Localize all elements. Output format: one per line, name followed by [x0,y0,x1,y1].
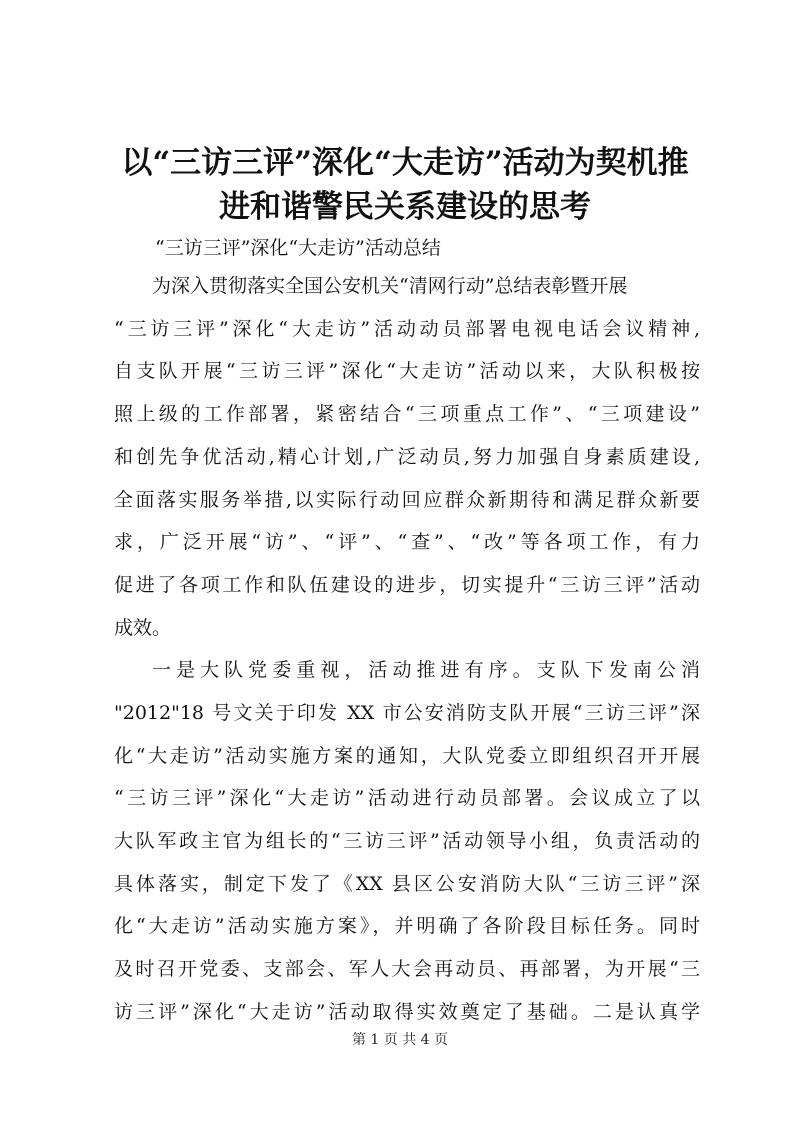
document-title-line-1: 以“三访三评”深化“大走访”活动为契机推 [121,145,689,181]
paragraph-2-line: 化“大走访”活动实施方案的通知，大队党委立即组织召开开展 [114,745,700,767]
paragraph-1-line: 成效。 [114,617,172,639]
document-title-line-2: 进和谐警民关系建设的思考 [219,189,591,225]
paragraph-1-line: 全面落实服务举措,以实际行动回应群众新期待和满足群众新要 [114,489,700,511]
paragraph-1-line: 自支队开展“三访三评”深化“大走访”活动以来，大队积极按 [114,360,700,382]
paragraph-2-line: 化“大走访”活动实施方案》，并明确了各阶段目标任务。同时 [114,915,700,937]
paragraph-2-line: 大队军政主官为组长的“三访三评”活动领导小组，负责活动的 [114,830,700,852]
paragraph-1-line: 促进了各项工作和队伍建设的进步，切实提升“三访三评”活动 [114,574,700,596]
paragraph-2-line: 具体落实，制定下发了《XX 县区公安消防大队“三访三评”深 [114,873,700,895]
paragraph-1-line: 求，广泛开展“访”、“评”、“查”、“改”等各项工作，有力 [114,531,700,553]
page-number-footer: 第 1 页 共 4 页 [351,1032,449,1048]
paragraph-2-line: 访三评”深化“大走访”活动取得实效奠定了基础。二是认真学 [114,1001,700,1023]
paragraph-2-line: 一是大队党委重视，活动推进有序。支队下发南公消 [152,659,700,681]
document-subtitle: “三访三评”深化“大走访”活动总结 [155,237,441,259]
paragraph-1-line: 照上级的工作部署，紧密结合“三项重点工作”、“三项建设” [114,403,700,425]
paragraph-2-line: 及时召开党委、支部会、军人大会再动员、再部署，为开展“三 [114,958,700,980]
paragraph-1-line: 为深入贯彻落实全国公安机关“清网行动”总结表彰暨开展 [152,275,628,297]
paragraph-2-line: “三访三评”深化“大走访”活动进行动员部署。会议成立了以 [114,787,700,809]
paragraph-1-line: 和创先争优活动,精心计划,广泛动员,努力加强自身素质建设, [114,446,700,468]
paragraph-1-line: “三访三评”深化“大走访”活动动员部署电视电话会议精神, [114,318,700,340]
paragraph-2-line: "2012"18 号文关于印发 XX 市公安消防支队开展“三访三评”深 [114,702,700,724]
